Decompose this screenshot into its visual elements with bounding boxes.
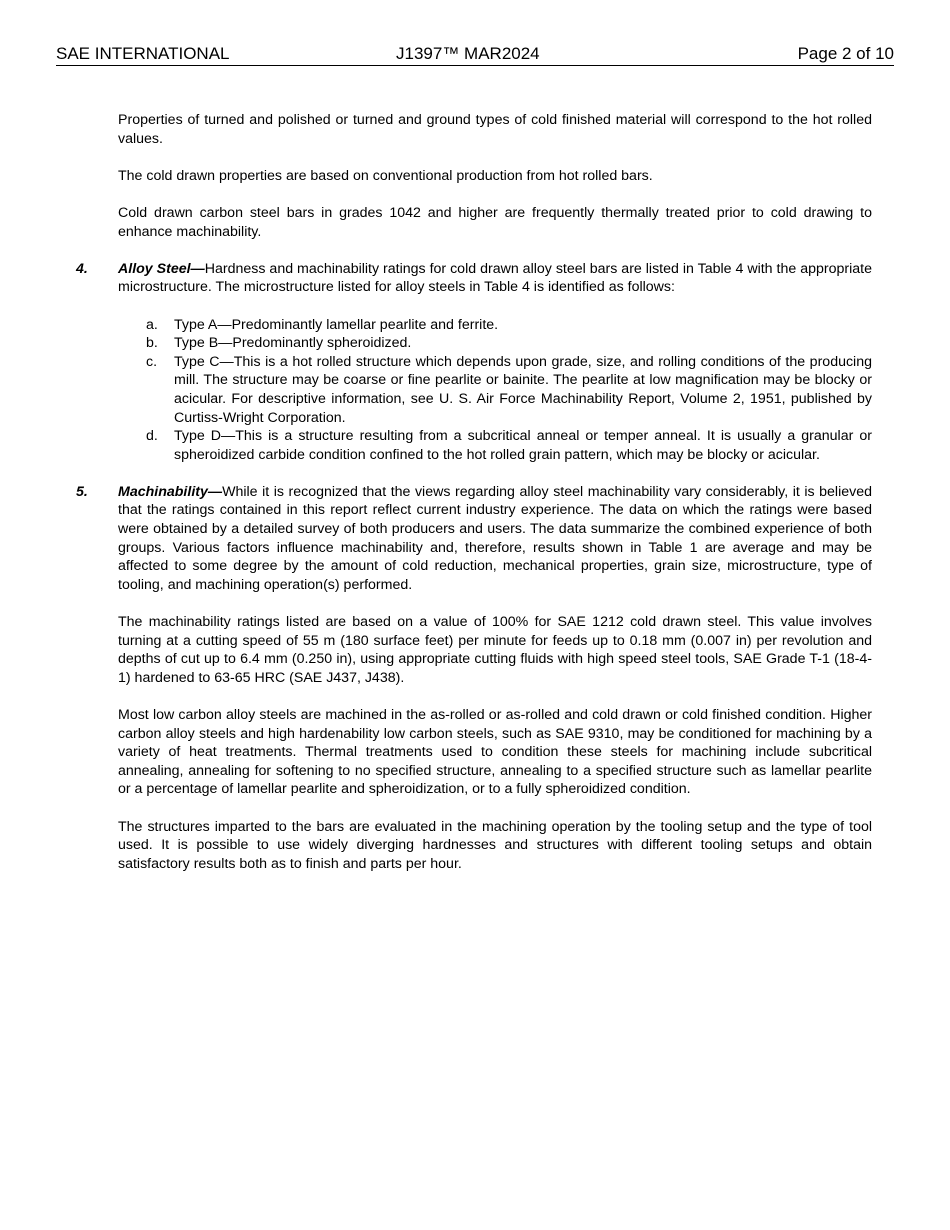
page-header	[56, 44, 894, 66]
section-title: Machinability—	[118, 483, 223, 500]
list-item	[146, 353, 872, 427]
header-document-id: J1397™ MAR2024	[396, 44, 540, 63]
document-body	[76, 111, 872, 892]
intro-paragraph: The cold drawn properties are based on conventional production from hot rolled bars.	[118, 167, 653, 184]
list-item-text: Type A—Predominantly lamellar pearlite and ferrite.	[174, 316, 499, 333]
list-item-text: Type B—Predominantly spheroidized.	[174, 335, 412, 352]
section-paragraph	[118, 483, 872, 595]
section-paragraph: The machinability ratings listed are based on a value of 100% for SAE 1212 cold drawn steel. This value involves turning at a cutting speed of 55 m (180 surface feet) per minute for feeds up to 0.18 mm (0.007 in) per revolution and depths of cut up to 6.4 mm (0.250 in), using appropriate cutting fluids with high speed steel tools, SAE Grade T-1 (18-4-1) hardened to 63-65 HRC (SAE J437, J438).	[118, 614, 872, 686]
section-machinability	[76, 483, 872, 873]
header-organization: SAE INTERNATIONAL	[56, 44, 230, 63]
section-paragraph	[118, 260, 872, 297]
section-number: 4.	[76, 260, 88, 277]
list-item	[146, 427, 872, 464]
list-item	[146, 334, 872, 353]
section-alloy-steel	[76, 260, 872, 465]
section-paragraph: Most low carbon alloy steels are machined in the as-rolled or as-rolled and cold drawn or cold finished condition. Higher carbon alloy steels and high hardenability low carbon steels, such as SAE 9310, may be conditioned for machining by a variety of heat treatments. Thermal treatments used to condition these steels for machining include subcritical annealing, annealing for softening to no specified structure, annealing to a specified structure such as lamellar pearlite or a percentage of lamellar pearlite and spheroidization, or to a fully spheroidized condition.	[118, 707, 872, 798]
list-marker: d.	[146, 428, 158, 445]
list-item-text: Type C—This is a hot rolled structure which depends upon grade, size, and rolling conditions of the producing mill. The structure may be coarse or fine pearlite or bainite. The pearlite at low magnification may be blocky or acicular. For descriptive information, see U. S. Air Force Machinability Report, Volume 2, 1951, published by Curtiss-Wright Corporation.	[174, 353, 872, 426]
section-title: Alloy Steel—	[118, 260, 205, 277]
microstructure-list	[118, 316, 872, 465]
intro-paragraph: Cold drawn carbon steel bars in grades 1042 and higher are frequently thermally treated prior to cold drawing to enhance machinability.	[118, 204, 872, 240]
list-marker: b.	[146, 335, 158, 352]
section-text: While it is recognized that the views regarding alloy steel machinability vary considerably, it is believed that the ratings contained in this report reflect current industry experience. The data on which the ratings were based were obtained by a detailed survey of both producers and users. The data summarize the combined experience of both groups. Various factors influence machinability and, therefore, results shown in Table 1 are average and may be affected to some degree by the amount of cold reduction, mechanical properties, grain size, microstructure, type of tooling, and machining operation(s) performed.	[118, 483, 872, 593]
intro-paragraph: Properties of turned and polished or turned and ground types of cold finished material will correspond to the hot rolled values.	[118, 112, 872, 147]
section-paragraph: The structures imparted to the bars are evaluated in the machining operation by the tooling setup and the type of tool used. It is possible to use widely diverging hardnesses and structures with different tooling setups and obtain satisfactory results both as to finish and parts per hour.	[118, 818, 872, 872]
header-page-number: Page 2 of 10	[797, 44, 894, 63]
section-text: Hardness and machinability ratings for cold drawn alloy steel bars are listed in Table 4 with the appropriate microstructure. The microstructure listed for alloy steels in Table 4 is identified as follows:	[118, 260, 872, 296]
list-item-text: Type D—This is a structure resulting from a subcritical anneal or temper anneal. It is usually a granular or spheroidized carbide condition confined to the hot rolled grain pattern, which may be blocky or acicular.	[174, 428, 872, 463]
list-marker: c.	[146, 353, 158, 370]
list-item	[146, 316, 872, 335]
list-marker: a.	[146, 316, 158, 333]
section-number: 5.	[76, 483, 88, 500]
